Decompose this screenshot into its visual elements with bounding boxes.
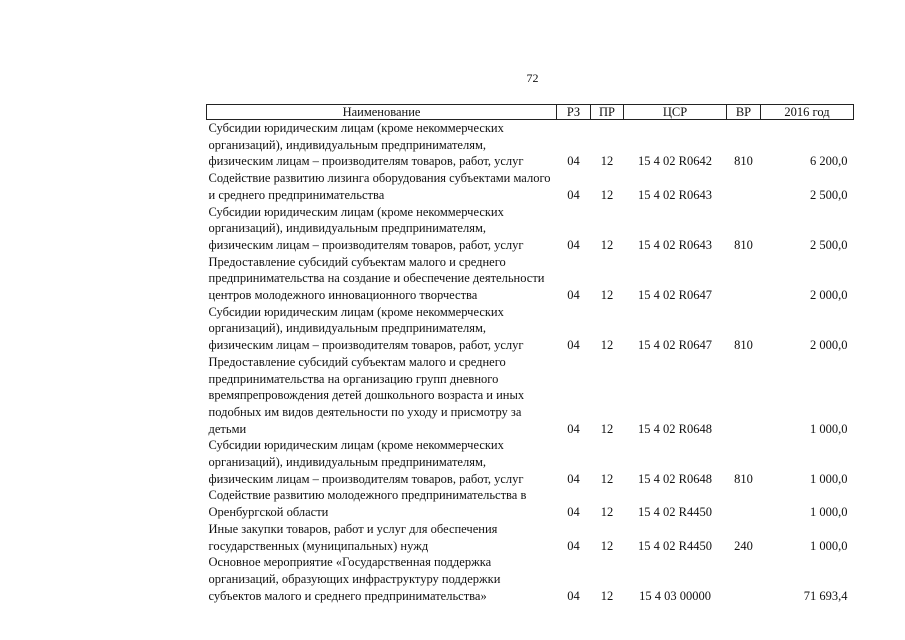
row-name: Субсидии юридическим лицам (кроме некоммерческих организаций), индивидуальным предпринимателям, физическим лицам – производителям товаров, работ, услуг xyxy=(208,204,524,252)
table-row xyxy=(207,304,854,354)
table-row xyxy=(207,354,854,438)
row-rz: 04 xyxy=(567,237,580,252)
header-pr: ПР xyxy=(591,105,624,120)
row-csr: 15 4 02 R0648 xyxy=(638,471,712,486)
row-name: Субсидии юридическим лицам (кроме некоммерческих организаций), индивидуальным предпринимателям, физическим лицам – производителям товаров, работ, услуг xyxy=(208,304,524,353)
row-vr xyxy=(727,170,761,203)
row-rz: 04 xyxy=(567,588,580,603)
row-vr: 810 xyxy=(734,471,753,486)
budget-table xyxy=(206,104,854,604)
row-pr: 12 xyxy=(600,471,614,486)
row-vr: 810 xyxy=(734,154,753,169)
row-rz: 04 xyxy=(567,538,580,553)
row-pr: 12 xyxy=(600,187,614,202)
row-csr: 15 4 02 R4450 xyxy=(638,505,712,520)
table-row xyxy=(207,254,854,304)
row-amount: 1 000,0 xyxy=(810,505,848,520)
row-vr: 810 xyxy=(734,237,753,252)
row-amount: 1 000,0 xyxy=(810,538,848,553)
row-pr: 12 xyxy=(600,237,614,252)
header-rz: РЗ xyxy=(557,105,591,120)
row-pr: 12 xyxy=(600,505,614,520)
table-row xyxy=(207,554,854,604)
row-rz: 04 xyxy=(567,421,580,436)
row-amount: 1 000,0 xyxy=(810,421,848,436)
table-row xyxy=(207,204,854,254)
row-amount: 2 000,0 xyxy=(810,338,848,353)
row-amount: 2 500,0 xyxy=(810,187,848,202)
table-row xyxy=(207,487,854,520)
row-amount: 1 000,0 xyxy=(810,471,848,486)
row-name: Субсидии юридическим лицам (кроме некоммерческих организаций), индивидуальным предпринимателям, физическим лицам – производителям товаров, работ, услуг xyxy=(208,121,524,169)
table-row xyxy=(207,170,854,203)
row-name: Содействие развитию лизинга оборудования субъектами малого и среднего предпринимательства xyxy=(208,171,551,202)
row-csr: 15 4 02 R0643 xyxy=(638,237,712,252)
row-pr: 12 xyxy=(600,421,614,436)
header-year: 2016 год xyxy=(761,105,854,120)
row-vr xyxy=(727,254,761,304)
header-name: Наименование xyxy=(207,105,557,120)
table-row xyxy=(207,437,854,487)
row-amount: 6 200,0 xyxy=(810,154,848,169)
row-amount: 2 500,0 xyxy=(810,237,848,252)
row-csr: 15 4 03 00000 xyxy=(639,588,711,603)
table-row xyxy=(207,521,854,554)
row-name: Содействие развитию молодежного предпринимательства в Оренбургской области xyxy=(208,488,527,520)
row-rz: 04 xyxy=(567,471,580,486)
row-pr: 12 xyxy=(600,288,614,303)
row-rz: 04 xyxy=(567,187,580,202)
row-csr: 15 4 02 R0643 xyxy=(638,187,712,202)
row-rz: 04 xyxy=(567,338,580,353)
row-amount: 71 693,4 xyxy=(803,588,848,603)
row-vr xyxy=(727,354,761,438)
row-rz: 04 xyxy=(567,288,580,303)
row-csr: 15 4 02 R0642 xyxy=(638,154,712,169)
row-vr: 240 xyxy=(734,538,753,553)
row-pr: 12 xyxy=(600,338,614,353)
row-vr xyxy=(727,554,761,604)
row-pr: 12 xyxy=(600,588,614,603)
table-header-row xyxy=(207,105,854,120)
row-name: Субсидии юридическим лицам (кроме некоммерческих организаций), индивидуальным предпринимателям, физическим лицам – производителям товаров, работ, услуг xyxy=(208,438,524,486)
header-csr: ЦСР xyxy=(624,105,727,120)
table-body xyxy=(207,120,854,605)
row-name: Иные закупки товаров, работ и услуг для обеспечения государственных (муниципальных) нужд xyxy=(208,521,498,553)
row-amount: 2 000,0 xyxy=(810,288,848,303)
table-row xyxy=(207,120,854,171)
row-rz: 04 xyxy=(567,505,580,520)
row-vr xyxy=(727,487,761,520)
page-number: 72 xyxy=(526,71,539,85)
row-csr: 15 4 02 R0648 xyxy=(638,421,712,436)
row-rz: 04 xyxy=(567,154,580,169)
row-name: Основное мероприятие «Государственная поддержка организаций, образующих инфраструктуру поддержки субъектов малого и среднего предпринимательства» xyxy=(208,555,501,603)
row-vr: 810 xyxy=(734,338,753,353)
row-csr: 15 4 02 R0647 xyxy=(638,338,712,353)
header-vr: ВР xyxy=(727,105,761,120)
row-pr: 12 xyxy=(600,538,614,553)
row-pr: 12 xyxy=(600,154,614,169)
row-csr: 15 4 02 R4450 xyxy=(638,538,712,553)
row-name: Предоставление субсидий субъектам малого и среднего предпринимательства на организацию групп дневного времяпрепровождения детей дошкольного возраста и иных подобных им видов деятельности по уходу и присмотру за детьми xyxy=(208,354,525,436)
row-csr: 15 4 02 R0647 xyxy=(638,288,712,303)
row-name: Предоставление субсидий субъектам малого и среднего предпринимательства на создание и обеспечение деятельности центров молодежного инновационного творчества xyxy=(208,254,545,303)
